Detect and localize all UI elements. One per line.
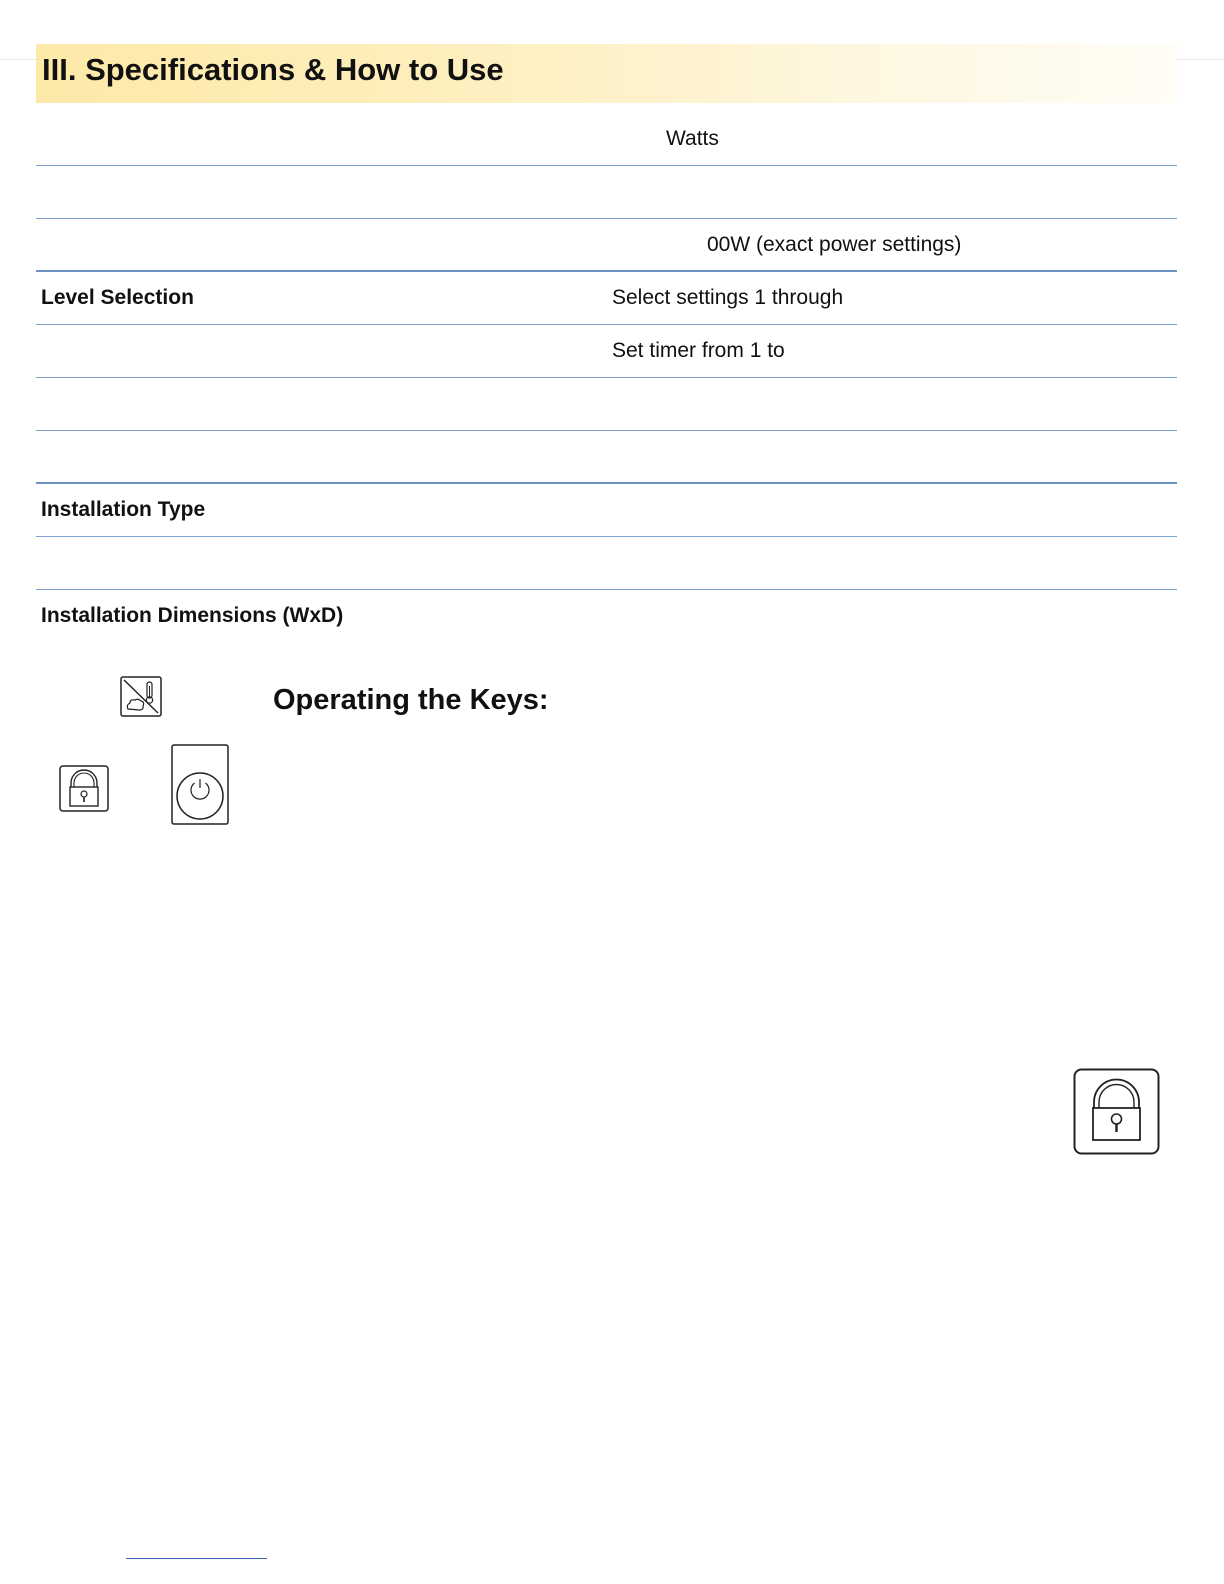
spec-row-empty: [36, 378, 1177, 431]
spec-row-empty: [36, 431, 1177, 484]
spec-row-installation-dimensions: [36, 590, 1177, 642]
spec-row-installation-type: [36, 484, 1177, 537]
spec-value: Set timer from 1 to: [612, 339, 785, 362]
spec-row-level-selection: [36, 272, 1177, 325]
spec-value: Watts: [666, 127, 719, 150]
lock-icon: [1073, 1068, 1160, 1155]
keep-warm-icon: [120, 676, 162, 717]
spec-row-power-settings: [36, 219, 1177, 272]
spec-row-empty: [36, 166, 1177, 219]
spec-label: Level Selection: [41, 286, 194, 309]
spec-row-wattage: [36, 113, 1177, 166]
lock-icon: [59, 765, 109, 812]
spec-value: Select settings 1 through: [612, 286, 844, 309]
operating-keys-heading: Operating the Keys:: [273, 684, 549, 716]
spec-row-timer: [36, 325, 1177, 378]
footnote-separator: [126, 1558, 267, 1559]
spec-label: Installation Type: [41, 498, 206, 521]
specifications-table: [36, 113, 1177, 642]
spec-label: Installation Dimensions (WxD): [41, 604, 344, 627]
spec-value: 00W (exact power settings): [707, 233, 962, 256]
power-icon: [171, 744, 229, 825]
spec-row-empty: [36, 537, 1177, 590]
section-title: III. Specifications & How to Use: [42, 52, 504, 87]
